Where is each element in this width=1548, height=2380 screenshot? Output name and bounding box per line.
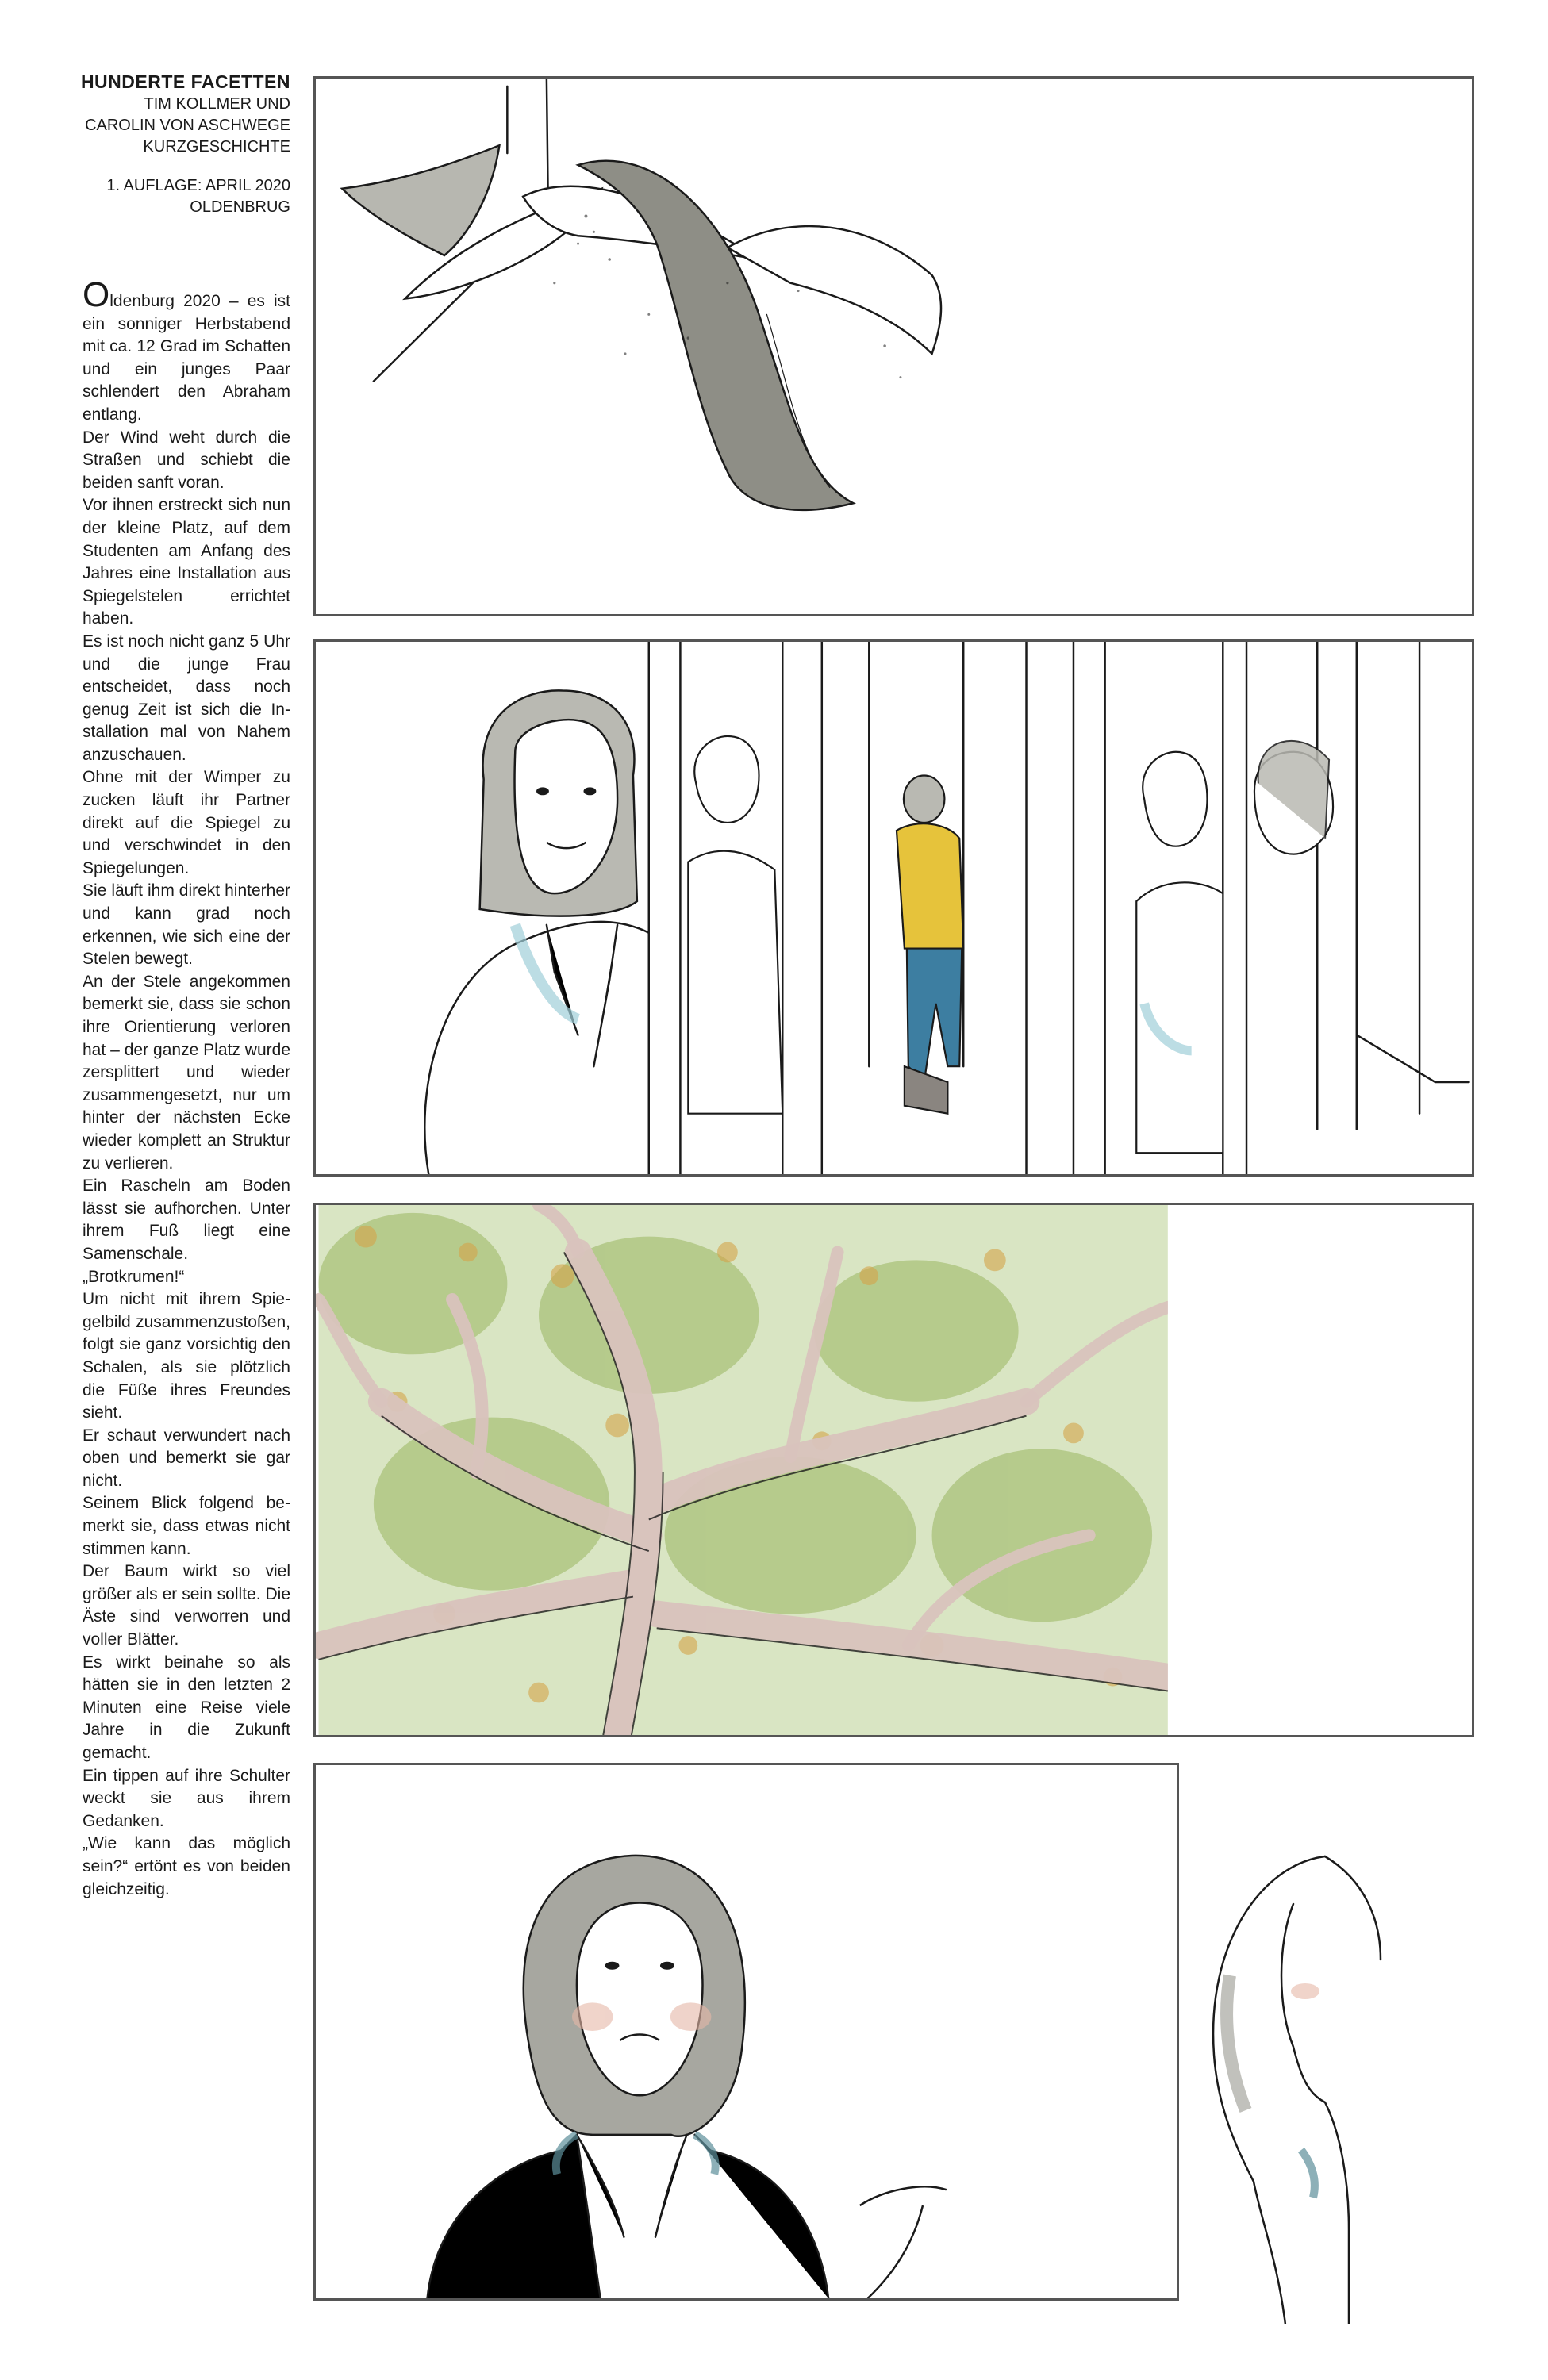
comic-panel-tree (313, 1203, 1474, 1737)
authors-line-2: CAROLIN VON ASCHWEGE (85, 117, 290, 134)
story-paragraph: Um nicht mit ihrem Spiegelbild zusammenzustoßen, folgt sie ganz vorsichtig den Schalen, als sie plötzlich die Füße ihres Freundes sieht. (83, 1290, 290, 1422)
comic-panel-leaves (313, 76, 1474, 616)
mirror-installation-illustration (316, 642, 1472, 1174)
story-paragraph: „Brotkrumen!“ (83, 1267, 185, 1286)
story-paragraph: Sie läuft ihm direkt hinterher und kann grad noch erkennen, wie sich eine der Stelen bewegt. (83, 881, 290, 969)
authors-line-1: TIM KOLLMER UND (144, 95, 290, 113)
story-paragraph: Oldenburg 2020 – es ist ein sonniger Herbstabend mit ca. 12 Grad im Schatten und ein junges Paar schlendert den Abraham entlang. (83, 275, 290, 424)
story-paragraph: Der Baum wirkt so viel größer als er sein sollte. Die Äste sind verworren und voller Blätter. (83, 1562, 290, 1649)
story-paragraph: An der Stele angekommen bemerkt sie, dass sie schon ihre Orientierung verloren hat – der ganze Platz wurde zersplittert und wieder zusammengesetzt, nur um hinter der nächsten Ecke wieder komplett an Struktur zu verlieren. (83, 972, 290, 1173)
book-title: HUNDERTE FACETTEN (80, 71, 290, 92)
place: OLDENBRUG (190, 198, 290, 216)
tree-canopy-illustration (316, 1205, 1472, 1735)
comic-panel-mirrors (313, 639, 1474, 1177)
genre: KURZGESCHICHTE (143, 138, 290, 155)
story-paragraph: Ein Rascheln am Boden lässt sie aufhorchen. Unter ihrem Fuß liegt eine Samenschale. (83, 1177, 290, 1263)
figure-outside-panel (1143, 1848, 1404, 2324)
story-paragraph: Er schaut verwundert nach oben und bemerkt sie gar nicht. (83, 1426, 290, 1490)
second-figure-illustration (1143, 1848, 1404, 2324)
story-paragraph: „Wie kann das möglich sein?“ ertönt es von beiden gleichzeitig. (83, 1834, 290, 1898)
story-text (83, 275, 290, 1901)
publication-info (48, 70, 290, 218)
story-paragraph: Ohne mit der Wimper zu zucken läuft ihr Partner direkt auf die Spiegel zu und verschwindet in den Spiegelungen. (83, 768, 290, 877)
story-paragraph: Vor ihnen erstreckt sich nun der kleine Platz, auf dem Studenten am Anfang des Jahres eine Installation aus Spiegelstelen errichtet haben. (83, 496, 290, 628)
comic-panel-woman-looking-up (313, 1763, 1179, 2301)
story-paragraph: Ein tippen auf ihre Schulter weckt sie aus ihrem Gedanken. (83, 1766, 290, 1830)
woman-looking-up-illustration (316, 1765, 1177, 2298)
story-paragraph: Seinem Blick folgend bemerkt sie, dass etwas nicht stimmen kann. (83, 1494, 290, 1558)
story-paragraph: Es wirkt beinahe so als hätten sie in den letzten 2 Minuten eine Reise viele Jahre in die Zukunft gemacht. (83, 1653, 290, 1762)
story-paragraph: Es ist noch nicht ganz 5 Uhr und die junge Frau entscheidet, dass noch genug Zeit ist sich die Installation mal von Nahem anzuschauen. (83, 631, 290, 764)
story-paragraph: Der Wind weht durch die Straßen und schiebt die beiden sanft voran. (83, 428, 290, 492)
leaves-illustration (316, 79, 1472, 614)
edition: 1. AUFLAGE: APRIL 2020 (106, 177, 290, 194)
